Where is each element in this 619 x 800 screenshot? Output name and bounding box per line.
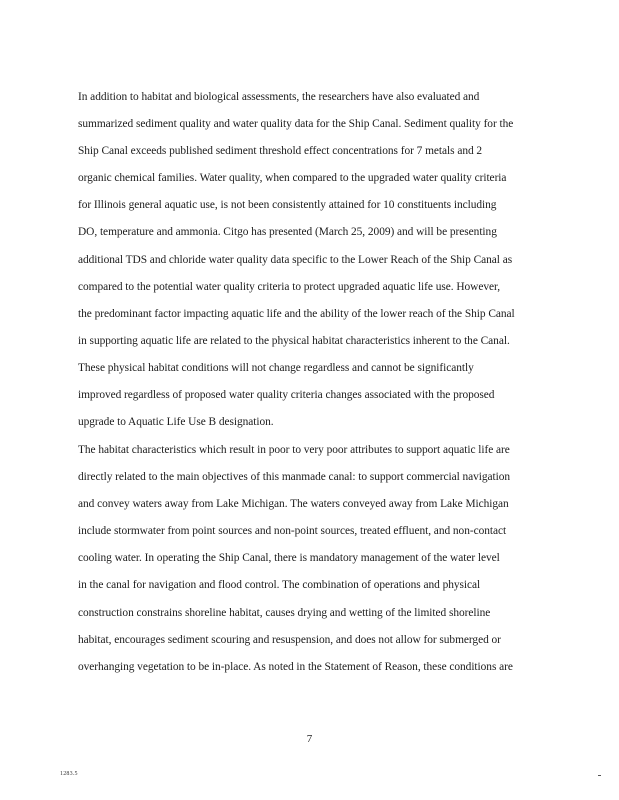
text-line: The habitat characteristics which result in poor to very poor attributes to support aquatic life are xyxy=(78,444,510,456)
text-line: include stormwater from point sources and non-point sources, treated effluent, and non-contact xyxy=(78,525,507,538)
paragraph-habitat-characteristics xyxy=(78,441,538,685)
text-line: improved regardless of proposed water quality criteria changes associated with the proposed xyxy=(78,389,495,402)
text-line: in supporting aquatic life are related to the physical habitat characteristics inherent to the Canal. xyxy=(78,334,510,347)
footer-document-code: 1283.5 xyxy=(60,771,78,777)
text-line: These physical habitat conditions will not change regardless and cannot be significantly xyxy=(78,361,474,374)
text-line: and convey waters away from Lake Michigan. The waters conveyed away from Lake Michigan xyxy=(78,498,509,511)
paragraph-water-quality xyxy=(78,88,538,440)
text-line: compared to the potential water quality criteria to protect upgraded aquatic life use. However, xyxy=(78,280,501,293)
text-line: construction constrains shoreline habitat, causes drying and wetting of the limited shoreline xyxy=(78,606,491,619)
text-line: cooling water. In operating the Ship Canal, there is mandatory management of the water level xyxy=(78,552,500,565)
text-line: DO, temperature and ammonia. Citgo has presented (March 25, 2009) and will be presenting xyxy=(78,226,497,239)
scan-edge-mark xyxy=(598,775,601,776)
text-line: directly related to the main objectives of this manmade canal: to support commercial navigation xyxy=(78,471,511,484)
text-line: summarized sediment quality and water quality data for the Ship Canal. Sediment quality for the xyxy=(78,118,514,131)
text-line: additional TDS and chloride water quality data specific to the Lower Reach of the Ship Canal as xyxy=(78,253,513,266)
text-line: Ship Canal exceeds published sediment threshold effect concentrations for 7 metals and 2 xyxy=(78,145,483,158)
text-line: for Illinois general aquatic use, is not been consistently attained for 10 constituents including xyxy=(78,199,497,212)
text-line: habitat, encourages sediment scouring and resuspension, and does not allow for submerged or xyxy=(78,633,501,646)
text-line: overhanging vegetation to be in-place. As noted in the Statement of Reason, these conditions are xyxy=(78,660,513,673)
text-line: In addition to habitat and biological assessments, the researchers have also evaluated and xyxy=(78,91,480,103)
page-number: 7 xyxy=(306,733,313,745)
text-line: organic chemical families. Water quality, when compared to the upgraded water quality criteria xyxy=(78,172,507,185)
text-line: in the canal for navigation and flood control. The combination of operations and physical xyxy=(78,579,481,592)
text-line: the predominant factor impacting aquatic life and the ability of the lower reach of the Ship Canal xyxy=(78,307,515,320)
text-line: upgrade to Aquatic Life Use B designation. xyxy=(78,416,274,429)
